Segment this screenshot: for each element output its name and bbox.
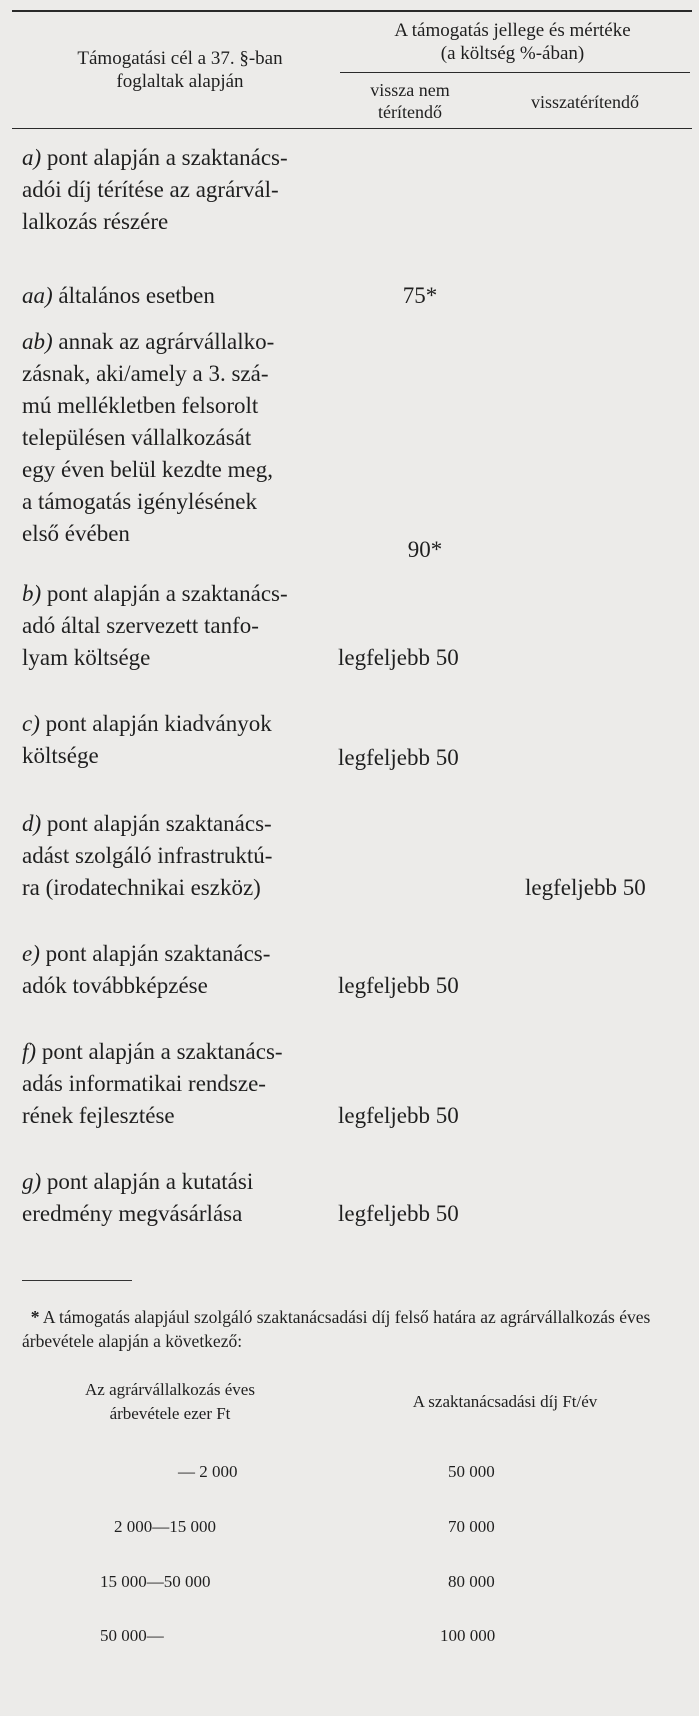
header-support-line2: (a költség %-ában) xyxy=(440,42,585,64)
row-ab-value: 90* xyxy=(407,537,443,562)
footnote-rule xyxy=(22,1280,132,1281)
fee-range: — 2 000 xyxy=(178,1462,238,1481)
fee-table-header-fee xyxy=(330,1390,680,1414)
row-b xyxy=(22,578,352,674)
row-aa-mark: aa) xyxy=(22,283,53,308)
row-c-mark: c) xyxy=(22,711,40,736)
row-b-mark: b) xyxy=(22,581,42,606)
row-ab-line7: első évében xyxy=(22,521,130,546)
row-e-mark: e) xyxy=(22,941,40,966)
row-f-line3: rének fejlesztése xyxy=(22,1103,175,1128)
row-ab-mark: ab) xyxy=(22,329,53,354)
row-aa-value: 75* xyxy=(402,283,438,308)
row-c-line1: pont alapján kiadványok xyxy=(45,711,272,736)
fee-range: 2 000—15 000 xyxy=(114,1517,216,1536)
header-purpose-line2: foglaltak alapján xyxy=(116,70,244,92)
fee-amount: 70 000 xyxy=(448,1517,495,1536)
fee-table-header-revenue-line2: árbevétele ezer Ft xyxy=(109,1404,231,1423)
row-ab-line6: a támogatás igénylésének xyxy=(22,489,258,514)
row-f xyxy=(22,1036,352,1132)
fee-table-header-fee-label: A szaktanácsadási díj Ft/év xyxy=(412,1392,598,1411)
row-aa-line1: általános esetben xyxy=(58,283,215,308)
row-a-line1: pont alapján a szaktanács- xyxy=(46,145,288,170)
header-purpose xyxy=(40,48,320,94)
fee-range: 15 000—50 000 xyxy=(100,1572,211,1591)
fee-table-header-revenue-line1: Az agrárvállalkozás éves xyxy=(85,1380,255,1399)
row-a-mark: a) xyxy=(22,145,42,170)
row-ab-line3: mú mellékletben felsorolt xyxy=(22,393,259,418)
header-support xyxy=(340,20,685,66)
top-rule xyxy=(12,10,692,12)
footnote-star: * xyxy=(30,1307,40,1327)
row-f-value: legfeljebb 50 xyxy=(338,1103,459,1128)
row-ab-line1: annak az agrárvállalko- xyxy=(58,329,275,354)
row-a-line2: adói díj térítése az agrárvál- xyxy=(22,177,279,202)
row-a-line3: lalkozás részére xyxy=(22,209,169,234)
row-aa xyxy=(22,280,352,312)
row-e-line2: adók továbbképzése xyxy=(22,973,208,998)
row-b-value: legfeljebb 50 xyxy=(338,645,459,670)
row-d-line2: adást szolgáló infrastruktú- xyxy=(22,843,273,868)
row-d-line1: pont alapján szaktanács- xyxy=(46,811,272,836)
row-c xyxy=(22,708,352,772)
header-mid-rule xyxy=(340,72,690,73)
row-ab-line4: településen vállalkozását xyxy=(22,425,252,450)
row-f-line1: pont alapján a szaktanács- xyxy=(41,1039,283,1064)
header-nonrefundable xyxy=(350,80,470,123)
row-d-mark: d) xyxy=(22,811,42,836)
row-ab-line5: egy éven belül kezdte meg, xyxy=(22,457,273,482)
footnote xyxy=(22,1305,687,1353)
row-b-line1: pont alapján a szaktanács- xyxy=(46,581,288,606)
row-e-line1: pont alapján szaktanács- xyxy=(45,941,271,966)
footnote-text: A támogatás alapjául szolgáló szaktanácsadási díj felső határa az agrárvállalkozás éves árbevétele alapján a következő: xyxy=(22,1307,651,1351)
row-d-line3: ra (irodatechnikai eszköz) xyxy=(22,875,261,900)
row-ab xyxy=(22,326,352,550)
header-support-line1: A támogatás jellege és mértéke xyxy=(394,20,631,41)
header-nonrefundable-line2: térítendő xyxy=(378,101,442,122)
fee-amount: 100 000 xyxy=(440,1626,496,1645)
row-g-line2: eredmény megvásárlása xyxy=(22,1201,243,1226)
fee-amount: 50 000 xyxy=(448,1462,495,1481)
fee-amount: 80 000 xyxy=(448,1572,495,1591)
header-refundable-label: visszatérítendő xyxy=(531,92,639,112)
row-f-line2: adás informatikai rendsze- xyxy=(22,1071,266,1096)
fee-table-header-revenue xyxy=(40,1378,300,1426)
header-bottom-rule xyxy=(12,128,692,129)
row-d xyxy=(22,808,352,904)
row-a xyxy=(22,142,352,238)
header-purpose-line1: Támogatási cél a 37. §-ban xyxy=(77,48,283,69)
row-c-value: legfeljebb 50 xyxy=(338,745,459,770)
row-e xyxy=(22,938,352,1002)
row-e-value: legfeljebb 50 xyxy=(338,973,459,998)
row-g-mark: g) xyxy=(22,1169,42,1194)
row-b-line2: adó által szervezett tanfo- xyxy=(22,613,259,638)
row-ab-line2: zásnak, aki/amely a 3. szá- xyxy=(22,361,269,386)
row-g-value: legfeljebb 50 xyxy=(338,1201,459,1226)
row-c-line2: költsége xyxy=(22,743,99,768)
row-g-line1: pont alapján a kutatási xyxy=(46,1169,254,1194)
header-nonrefundable-line1: vissza nem xyxy=(370,80,450,100)
fee-range: 50 000— xyxy=(100,1626,164,1645)
row-f-mark: f) xyxy=(22,1039,37,1064)
row-d-value: legfeljebb 50 xyxy=(525,875,646,900)
row-g xyxy=(22,1166,352,1230)
row-b-line3: lyam költsége xyxy=(22,645,151,670)
header-refundable xyxy=(490,92,680,114)
